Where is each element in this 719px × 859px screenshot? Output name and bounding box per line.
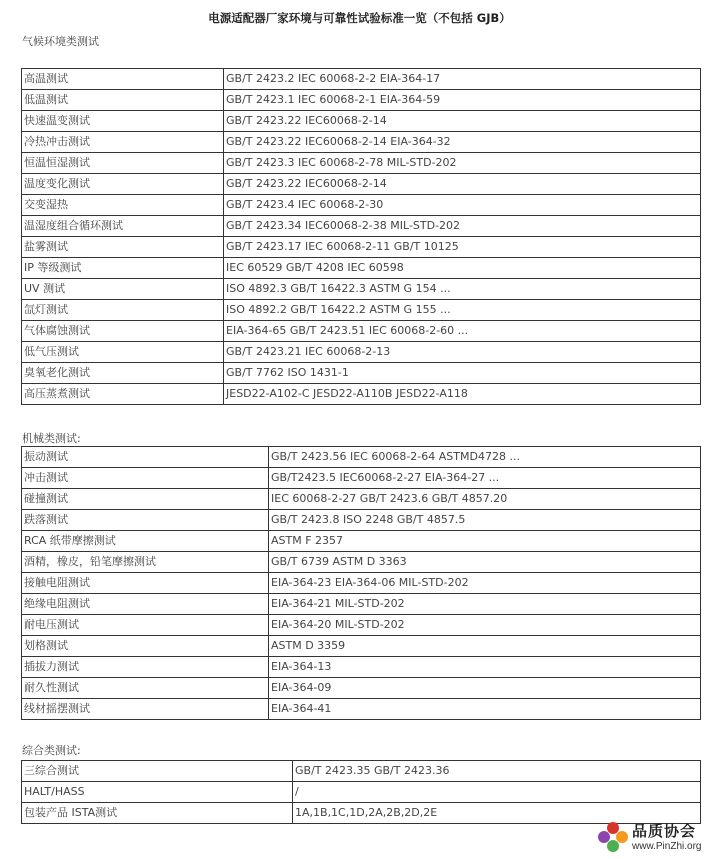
standard-cell: EIA-364-41 <box>269 699 701 720</box>
table-row <box>22 321 701 342</box>
table-row <box>22 111 701 132</box>
test-name-cell: 酒精，橡皮，铅笔摩擦测试 <box>22 552 269 573</box>
test-name-cell: IP 等级测试 <box>22 258 224 279</box>
table-row <box>22 237 701 258</box>
table-row <box>22 489 701 510</box>
table-row <box>22 761 701 782</box>
standard-cell: IEC 60068-2-27 GB/T 2423.6 GB/T 4857.20 <box>269 489 701 510</box>
table-row <box>22 153 701 174</box>
standard-cell: EIA-364-13 <box>269 657 701 678</box>
test-name-cell: 高温测试 <box>22 69 224 90</box>
standard-cell: IEC 60529 GB/T 4208 IEC 60598 <box>224 258 701 279</box>
standard-cell: GB/T 2423.34 IEC60068-2-38 MIL-STD-202 <box>224 216 701 237</box>
test-name-cell: 耐久性测试 <box>22 678 269 699</box>
test-name-cell: HALT/HASS <box>22 782 293 803</box>
watermark-logo <box>596 820 716 858</box>
standard-cell: GB/T2423.5 IEC60068-2-27 EIA-364-27 ... <box>269 468 701 489</box>
standard-cell: GB/T 2423.21 IEC 60068-2-13 <box>224 342 701 363</box>
standard-cell: / <box>293 782 701 803</box>
test-name-cell: 线材摇摆测试 <box>22 699 269 720</box>
standard-cell: GB/T 2423.35 GB/T 2423.36 <box>293 761 701 782</box>
table-row <box>22 468 701 489</box>
watermark-brand: 品质协会 <box>632 822 697 840</box>
test-name-cell: 三综合测试 <box>22 761 293 782</box>
page-title: 电源适配器厂家环境与可靠性试验标准一览（不包括 GJB） <box>208 11 511 25</box>
test-name-cell: 包装产品 ISTA测试 <box>22 803 293 824</box>
comprehensive-table <box>21 760 701 824</box>
standard-cell: EIA-364-09 <box>269 678 701 699</box>
table-row <box>22 132 701 153</box>
test-name-cell: 低温测试 <box>22 90 224 111</box>
test-name-cell: 快速温变测试 <box>22 111 224 132</box>
test-name-cell: 臭氧老化测试 <box>22 363 224 384</box>
test-name-cell: 接触电阻测试 <box>22 573 269 594</box>
table-row <box>22 782 701 803</box>
standard-cell: ISO 4892.3 GB/T 16422.3 ASTM G 154 ... <box>224 279 701 300</box>
standard-cell: GB/T 2423.4 IEC 60068-2-30 <box>224 195 701 216</box>
table-row <box>22 384 701 405</box>
table-row <box>22 300 701 321</box>
table-row <box>22 195 701 216</box>
test-name-cell: RCA 纸带摩擦测试 <box>22 531 269 552</box>
standard-cell: EIA-364-23 EIA-364-06 MIL-STD-202 <box>269 573 701 594</box>
watermark-url: www.PinZhi.org <box>632 841 702 852</box>
standard-cell: EIA-364-65 GB/T 2423.51 IEC 60068-2-60 ... <box>224 321 701 342</box>
table-row <box>22 69 701 90</box>
table-row <box>22 363 701 384</box>
test-name-cell: 温湿度组合循环测试 <box>22 216 224 237</box>
table-row <box>22 174 701 195</box>
test-name-cell: 插拔力测试 <box>22 657 269 678</box>
standard-cell: EIA-364-20 MIL-STD-202 <box>269 615 701 636</box>
table-row <box>22 615 701 636</box>
standard-cell: GB/T 2423.17 IEC 60068-2-11 GB/T 10125 <box>224 237 701 258</box>
table-row <box>22 594 701 615</box>
test-name-cell: 盐雾测试 <box>22 237 224 258</box>
standard-cell: GB/T 2423.56 IEC 60068-2-64 ASTMD4728 ... <box>269 447 701 468</box>
standard-cell: GB/T 2423.22 IEC60068-2-14 EIA-364-32 <box>224 132 701 153</box>
standard-cell: GB/T 2423.8 ISO 2248 GB/T 4857.5 <box>269 510 701 531</box>
standard-cell: ISO 4892.2 GB/T 16422.2 ASTM G 155 ... <box>224 300 701 321</box>
test-name-cell: 跌落测试 <box>22 510 269 531</box>
table-row <box>22 531 701 552</box>
test-name-cell: 冲击测试 <box>22 468 269 489</box>
table-row <box>22 216 701 237</box>
test-name-cell: 温度变化测试 <box>22 174 224 195</box>
test-name-cell: 碰撞测试 <box>22 489 269 510</box>
standard-cell: GB/T 2423.2 IEC 60068-2-2 EIA-364-17 <box>224 69 701 90</box>
test-name-cell: 气体腐蚀测试 <box>22 321 224 342</box>
standard-cell: ASTM D 3359 <box>269 636 701 657</box>
table-row <box>22 552 701 573</box>
test-name-cell: 振动测试 <box>22 447 269 468</box>
climate-section-label: 气候环境类测试 <box>22 35 99 48</box>
test-name-cell: 恒温恒湿测试 <box>22 153 224 174</box>
climate-table <box>21 68 701 405</box>
standard-cell: GB/T 7762 ISO 1431-1 <box>224 363 701 384</box>
test-name-cell: 冷热冲击测试 <box>22 132 224 153</box>
table-row <box>22 447 701 468</box>
mechanical-table <box>21 446 701 720</box>
standard-cell: ASTM F 2357 <box>269 531 701 552</box>
test-name-cell: 划格测试 <box>22 636 269 657</box>
standard-cell: GB/T 2423.22 IEC60068-2-14 <box>224 174 701 195</box>
table-row <box>22 258 701 279</box>
table-row <box>22 636 701 657</box>
standard-cell: GB/T 2423.22 IEC60068-2-14 <box>224 111 701 132</box>
table-row <box>22 510 701 531</box>
table-row <box>22 657 701 678</box>
table-row <box>22 342 701 363</box>
standard-cell: EIA-364-21 MIL-STD-202 <box>269 594 701 615</box>
comprehensive-section-label: 综合类测试: <box>22 744 81 757</box>
table-row <box>22 573 701 594</box>
table-row <box>22 279 701 300</box>
test-name-cell: 高压蒸煮测试 <box>22 384 224 405</box>
flower-logo-icon <box>596 820 630 854</box>
table-row <box>22 678 701 699</box>
mechanical-section-label: 机械类测试: <box>22 432 81 445</box>
test-name-cell: 氙灯测试 <box>22 300 224 321</box>
standard-cell: GB/T 6739 ASTM D 3363 <box>269 552 701 573</box>
test-name-cell: 耐电压测试 <box>22 615 269 636</box>
test-name-cell: 绝缘电阻测试 <box>22 594 269 615</box>
table-row <box>22 90 701 111</box>
table-row <box>22 699 701 720</box>
standard-cell: GB/T 2423.1 IEC 60068-2-1 EIA-364-59 <box>224 90 701 111</box>
test-name-cell: 交变湿热 <box>22 195 224 216</box>
test-name-cell: UV 测试 <box>22 279 224 300</box>
standard-cell: 1A,1B,1C,1D,2A,2B,2D,2E <box>293 803 701 824</box>
test-name-cell: 低气压测试 <box>22 342 224 363</box>
standard-cell: GB/T 2423.3 IEC 60068-2-78 MIL-STD-202 <box>224 153 701 174</box>
standard-cell: JESD22-A102-C JESD22-A110B JESD22-A118 <box>224 384 701 405</box>
